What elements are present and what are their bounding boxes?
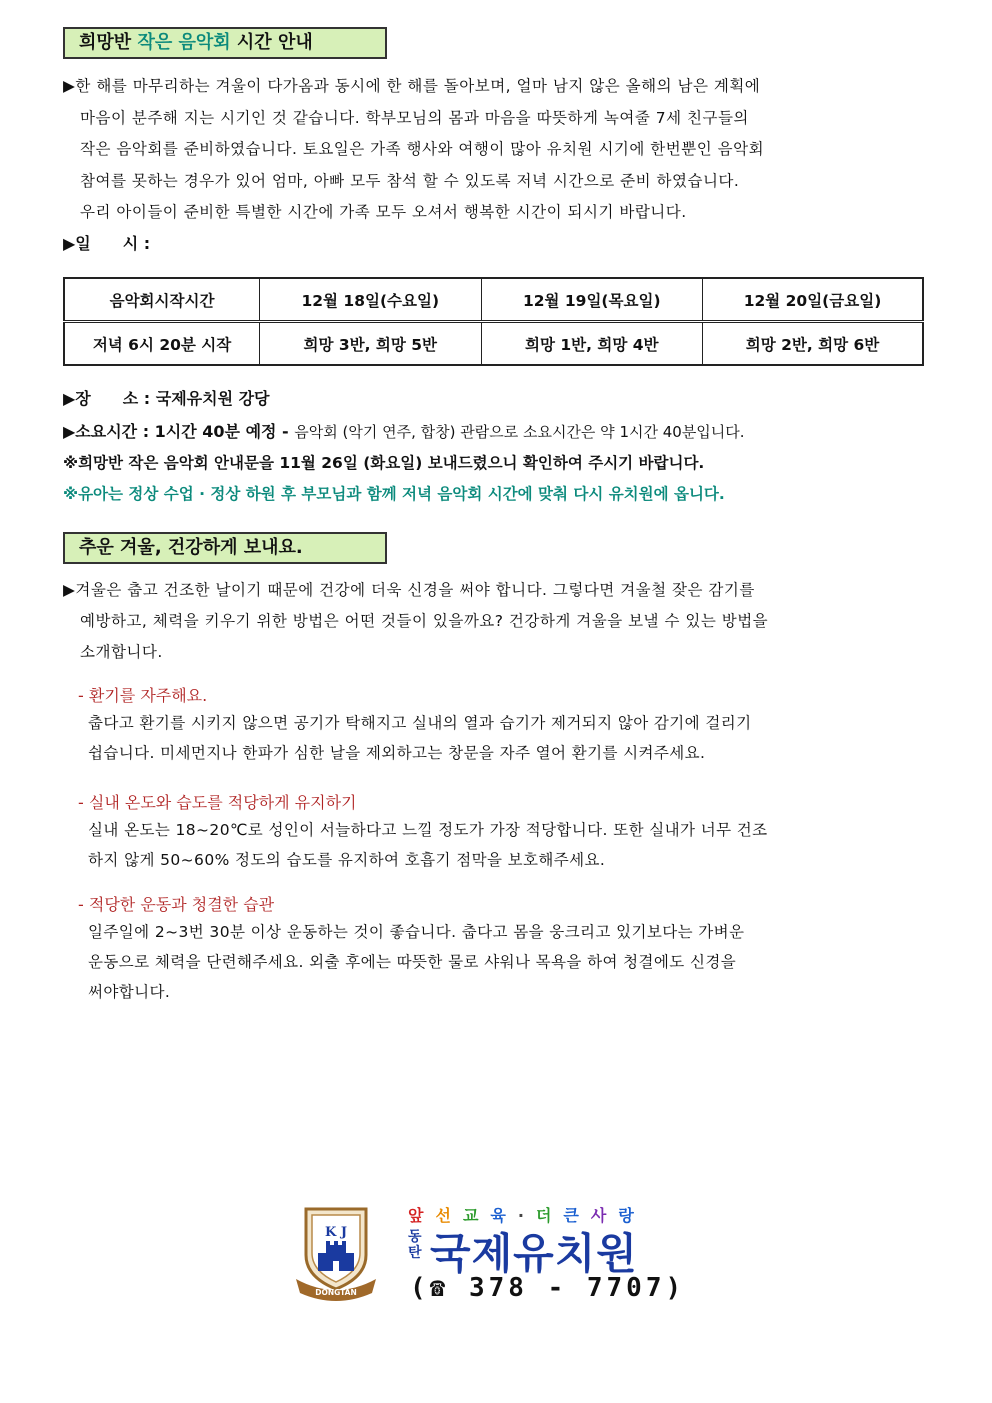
- slogan-char: 사: [590, 1206, 609, 1225]
- intro-line: 예방하고, 체력을 키우기 위한 방법은 어떤 것들이 있을까요? 건강하게 겨울을 보낼 수 있는 방법을: [80, 612, 769, 630]
- table-cell: 저녁 6시 20분 시작: [64, 322, 260, 366]
- shield-letters: K J: [325, 1225, 347, 1240]
- tip-title: - 환기를 자주해요.: [78, 686, 208, 705]
- tip-title: - 실내 온도와 습도를 적당하게 유지하기: [78, 793, 357, 812]
- table-header-cell: 12월 20일(금요일): [702, 278, 923, 322]
- tip-line: 쉽습니다. 미세먼지나 한파가 심한 날을 제외하고는 창문을 자주 열어 환기를 시켜주세요.: [88, 744, 706, 762]
- castle-shield-icon: [292, 1205, 380, 1303]
- header-highlight: 작은 음악회: [137, 32, 231, 53]
- slogan-char: 더: [535, 1206, 554, 1225]
- place-line: ▶장 소 : 국제유치원 강당: [63, 389, 270, 408]
- logo-prefix-bottom: 탄: [408, 1245, 422, 1261]
- date-label: ▶일 시 :: [63, 234, 151, 253]
- schedule-table: [63, 277, 924, 366]
- duration-line: [63, 419, 745, 442]
- slogan-char: 큰: [563, 1206, 581, 1225]
- tip-body: [88, 815, 933, 875]
- concert-intro-paragraph: [63, 71, 933, 229]
- tip-line: 춥다고 환기를 시키지 않으면 공기가 탁해지고 실내의 열과 습기가 제거되지 않아 감기에 걸리기: [88, 714, 752, 732]
- slogan-char: 앞: [408, 1206, 426, 1225]
- table-row: [64, 322, 923, 366]
- intro-line: 참여를 못하는 경우가 있어 엄마, 아빠 모두 참석 할 수 있도록 저녁 시간으로 준비 하였습니다.: [80, 171, 740, 190]
- tip-body: [88, 708, 933, 768]
- header-suffix: 시간 안내: [230, 32, 313, 53]
- intro-line: ▶한 해를 마무리하는 겨울이 다가옴과 동시에 한 해를 돌아보며, 얼마 남지 않은 올해의 남은 계획에: [63, 77, 761, 95]
- logo-phone: (☎ 378 - 7707): [410, 1273, 686, 1303]
- slogan-char: 선: [435, 1206, 453, 1225]
- table-cell: 희망 1반, 희망 4반: [481, 322, 702, 366]
- kindergarten-logo: [292, 1203, 722, 1313]
- slogan-char: 랑: [618, 1206, 636, 1225]
- tip-body: [88, 917, 933, 1007]
- tip-line: 일주일에 2~3번 30분 이상 운동하는 것이 좋습니다. 춥다고 몸을 웅크리고 있기보다는 가벼운: [88, 923, 745, 941]
- tip-line: 운동으로 체력을 단련해주세요. 외출 후에는 따뜻한 물로 샤워나 목욕을 하여 청결에도 신경을: [88, 953, 737, 971]
- table-header-cell: 음악회시작시간: [64, 278, 260, 322]
- section-header-health: 추운 겨울, 건강하게 보내요.: [63, 532, 387, 564]
- tip-line: 실내 온도는 18~20℃로 성인이 서늘하다고 느낄 정도가 가장 적당합니다. 또한 실내가 너무 건조: [88, 821, 768, 839]
- logo-prefix-top: 동: [408, 1229, 422, 1245]
- intro-line: 우리 아이들이 준비한 특별한 시간에 가족 모두 오셔서 행복한 시간이 되시기 바랍니다.: [80, 203, 687, 221]
- section-header-concert: [63, 27, 387, 59]
- logo-name: 국제유치원: [430, 1229, 638, 1278]
- tip-line: 써야합니다.: [88, 983, 171, 1001]
- intro-line: 작은 음악회를 준비하였습니다. 토요일은 가족 행사와 여행이 많아 유치원 시기에 한번뿐인 음악회: [80, 140, 765, 158]
- notice-line: ※희망반 작은 음악회 안내문을 11월 26일 (화요일) 보내드렸으니 확인하여 주시기 바랍니다.: [63, 454, 705, 472]
- table-header-row: [64, 278, 923, 322]
- header-prefix: 희망반: [79, 32, 138, 53]
- intro-line: ▶겨울은 춥고 건조한 날이기 때문에 건강에 더욱 신경을 써야 합니다. 그렇다면 겨울철 잦은 감기를: [63, 581, 755, 599]
- slogan-char: 육: [490, 1206, 508, 1225]
- ribbon-text: DONGTAN: [315, 1288, 357, 1297]
- notice-line-teal: ※유아는 정상 수업 · 정상 하원 후 부모님과 함께 저녁 음악회 시간에 맞춰 다시 유치원에 옵니다.: [63, 485, 725, 503]
- tip-line: 하지 않게 50~60% 정도의 습도를 유지하여 호흡기 점막을 보호해주세요.: [88, 851, 606, 869]
- duration-label: ▶소요시간 : 1시간 40분 예정 -: [63, 422, 295, 441]
- table-header-cell: 12월 19일(목요일): [481, 278, 702, 322]
- health-intro-paragraph: [63, 575, 933, 668]
- table-cell: 희망 2반, 희망 6반: [702, 322, 923, 366]
- table-cell: 희망 3반, 희망 5반: [260, 322, 481, 366]
- intro-line: 소개합니다.: [80, 643, 163, 661]
- slogan-char: ·: [517, 1206, 526, 1225]
- table-header-cell: 12월 18일(수요일): [260, 278, 481, 322]
- tip-title: - 적당한 운동과 청결한 습관: [78, 895, 275, 914]
- slogan-char: 교: [462, 1206, 481, 1225]
- duration-detail: 음악회 (악기 연주, 합창) 관람으로 소요시간은 약 1시간 40분입니다.: [294, 423, 745, 441]
- logo-prefix: [408, 1229, 422, 1261]
- intro-line: 마음이 분주해 지는 시기인 것 같습니다. 학부모님의 몸과 마음을 따뜻하게 녹여줄 7세 친구들의: [80, 108, 749, 127]
